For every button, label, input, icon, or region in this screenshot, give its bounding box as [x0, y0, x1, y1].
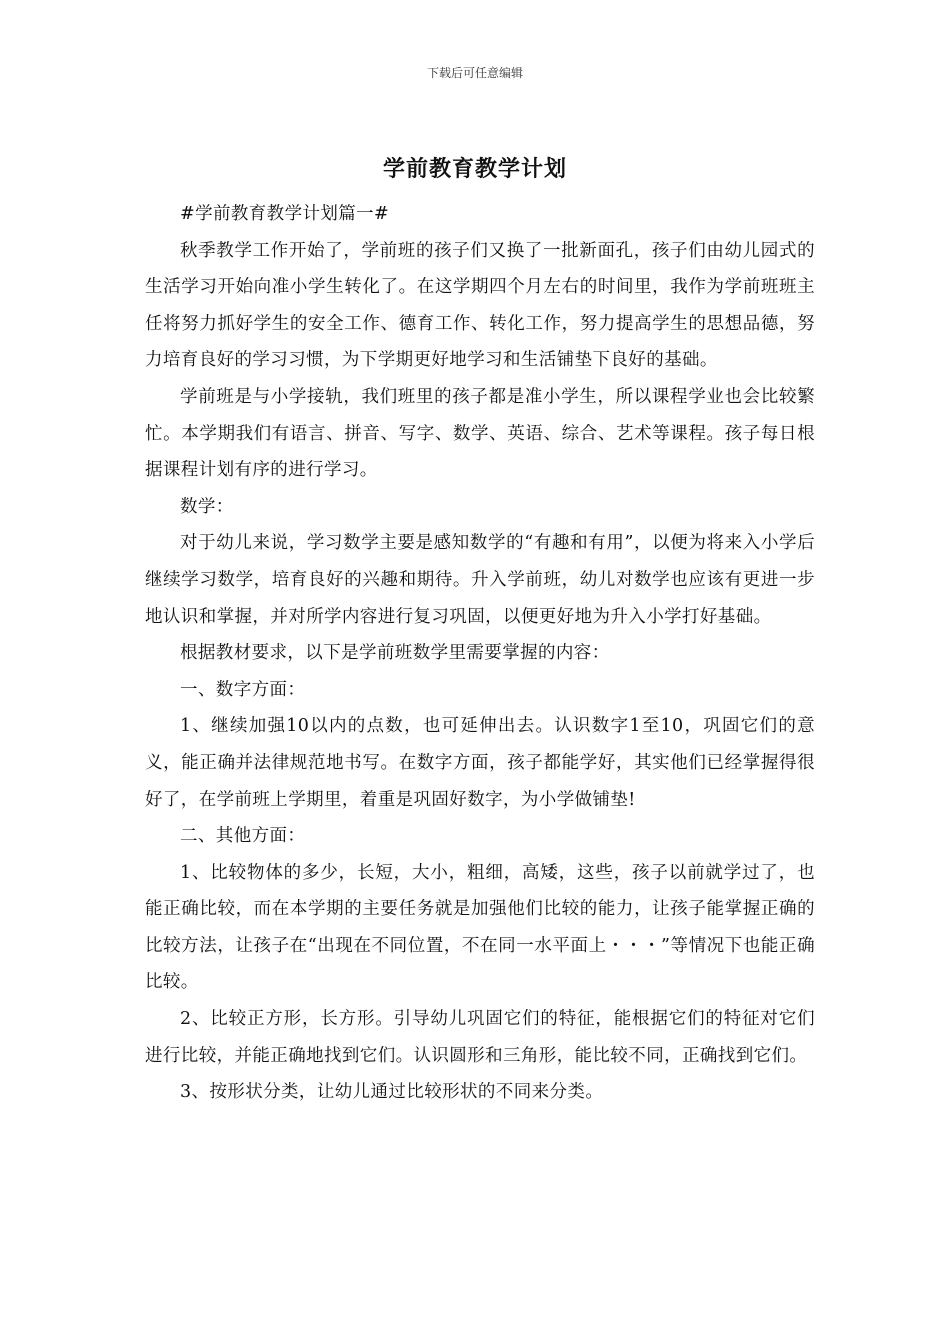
paragraph-math-intro: 对于幼儿来说，学习数学主要是感知数学的“有趣和有用”，以便为将来入小学后继续学习数学，培育良好的兴趣和期待。升入学前班，幼儿对数学也应该有更进一步地认识和掌握，并对所学内容进行复习巩固，以便更好地为升入小学打好基础。 — [145, 533, 815, 627]
paragraph-intro: 秋季教学工作开始了，学前班的孩子们又换了一批新面孔，孩子们由幼儿园式的生活学习开始向准小学生转化了。在这学期四个月左右的时间里，我作为学前班班主任将努力抓好学生的安全工作、德育工作、转化工作，努力提高学生的思想品德，努力培育良好的学习习惯，为下学期更好地学习和生活铺垫下良好的基础。 — [145, 240, 815, 371]
subheading-math: 数学： — [180, 496, 234, 517]
document-body — [145, 196, 815, 1111]
paragraph-other-item-1: 1、比较物体的多少，长短，大小，粗细，高矮，这些，孩子以前就学过了，也能正确比较，而在本学期的主要任务就是加强他们比较的能力，让孩子能掌握正确的比较方法，让孩子在“出现在不同位置，不在同一水平面上・・・”等情况下也能正确比较。 — [145, 862, 815, 993]
paragraph-other-item-2: 2、比较正方形，长方形。引导幼儿巩固它们的特征，能根据它们的特征对它们进行比较，并能正确地找到它们。认识圆形和三角形，能比较不同，正确找到它们。 — [145, 1009, 815, 1066]
subheading-numbers: 一、数字方面： — [180, 679, 306, 700]
paragraph-other-item-3: 3、按形状分类，让幼儿通过比较形状的不同来分类。 — [180, 1082, 604, 1103]
paragraph-courses: 学前班是与小学接轨，我们班里的孩子都是准小学生，所以课程学业也会比较繁忙。本学期我们有语言、拼音、写字、数学、英语、综合、艺术等课程。孩子每日根据课程计划有序的进行学习。 — [145, 386, 815, 481]
paragraph-requirements: 根据教材要求，以下是学前班数学里需要掌握的内容： — [180, 643, 610, 664]
document-title: 学前教育教学计划 — [382, 156, 567, 182]
section-heading-part-one: #学前教育教学计划篇一# — [180, 204, 390, 224]
paragraph-numbers-item-1: 1、继续加强10以内的点数，也可延伸出去。认识数字1至10，巩固它们的意义，能正确并法律规范地书写。在数字方面，孩子都能学好，其实他们已经掌握得很好了，在学前班上学期里，着重是巩固好数字，为小学做铺垫! — [145, 716, 815, 810]
subheading-other: 二、其他方面： — [180, 826, 306, 847]
page-header-note: 下载后可任意编辑 — [426, 66, 523, 80]
